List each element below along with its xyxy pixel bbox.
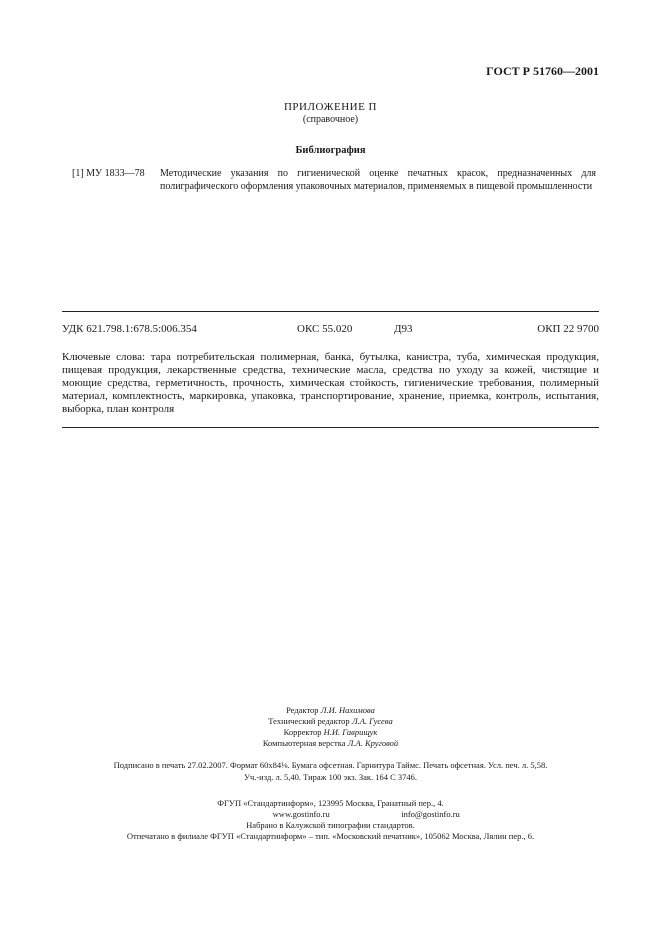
bibliography-ref-number: [1] МУ 1833—78 — [72, 168, 145, 179]
publisher-printing: Отпечатано в филиале ФГУП «Стандартинформ» – тип. «Московский печатник», 105062 Москва, Лялин пер., 6. — [126, 831, 535, 841]
oks-code: ОКС 55.020 — [297, 323, 353, 335]
keywords-paragraph: Ключевые слова: тара потребительская полимерная, банка, бутылка, канистра, туба, химическая продукция, пищевая продукция, лекарственные средства, технические масла, средства по уходу за кожей, чистящие и моющие средства, герметичность, прочность, химическая стойкость, гигиенические требования, полимерный материал, комплектность, маркировка, упаковка, транспортирование, хранение, приемка, контроль, испытания, выборка, план контроля — [62, 351, 599, 415]
credit-corrector: Корректор Н.И. Гаврищук — [283, 727, 378, 737]
print-info-line-2: Уч.-изд. л. 5,40. Тираж 100 экз. Зак. 164 С 3746. — [243, 772, 418, 782]
udk-code: УДК 621.798.1:678.5:006.354 — [62, 323, 197, 335]
appendix-heading — [0, 101, 661, 125]
print-info-line-1: Подписано в печать 27.02.2007. Формат 60x84⅛. Бумага офсетная. Гарнитура Таймс. Печать офсетная. Усл. печ. л. 5,58. — [113, 760, 548, 770]
top-divider — [62, 311, 599, 312]
publisher-typesetting: Набрано в Калужской типографии стандартов. — [246, 820, 415, 830]
credit-tech-editor: Технический редактор Л.А. Гусева — [268, 716, 393, 726]
bottom-divider — [62, 427, 599, 428]
credits-block — [0, 705, 661, 749]
appendix-subtitle: (справочное) — [302, 114, 359, 125]
d-code: Д93 — [394, 323, 413, 335]
credit-editor: Редактор Л.И. Нахимова — [286, 705, 375, 715]
publisher-address: ФГУП «Стандартинформ», 123995 Москва, Гранатный пер., 4. — [217, 798, 444, 808]
publisher-contacts — [0, 809, 661, 820]
document-code: ГОСТ Р 51760—2001 — [486, 64, 599, 78]
publisher-block — [0, 798, 661, 842]
print-info-block — [0, 759, 661, 783]
credit-layout: Компьютерная верстка Л.А. Круговой — [262, 738, 399, 748]
publisher-website: www.gostinfo.ru — [272, 809, 330, 819]
appendix-title: ПРИЛОЖЕНИЕ П — [283, 101, 377, 113]
bibliography-title: Библиография — [295, 145, 366, 156]
bibliography-ref-text: Методические указания по гигиенической оценке печатных красок, предназначенных для полиграфического оформления упаковочных материалов, применяемых в пищевой промышленности — [160, 168, 596, 192]
publisher-email: info@gostinfo.ru — [401, 809, 460, 819]
okp-code: ОКП 22 9700 — [537, 323, 599, 335]
